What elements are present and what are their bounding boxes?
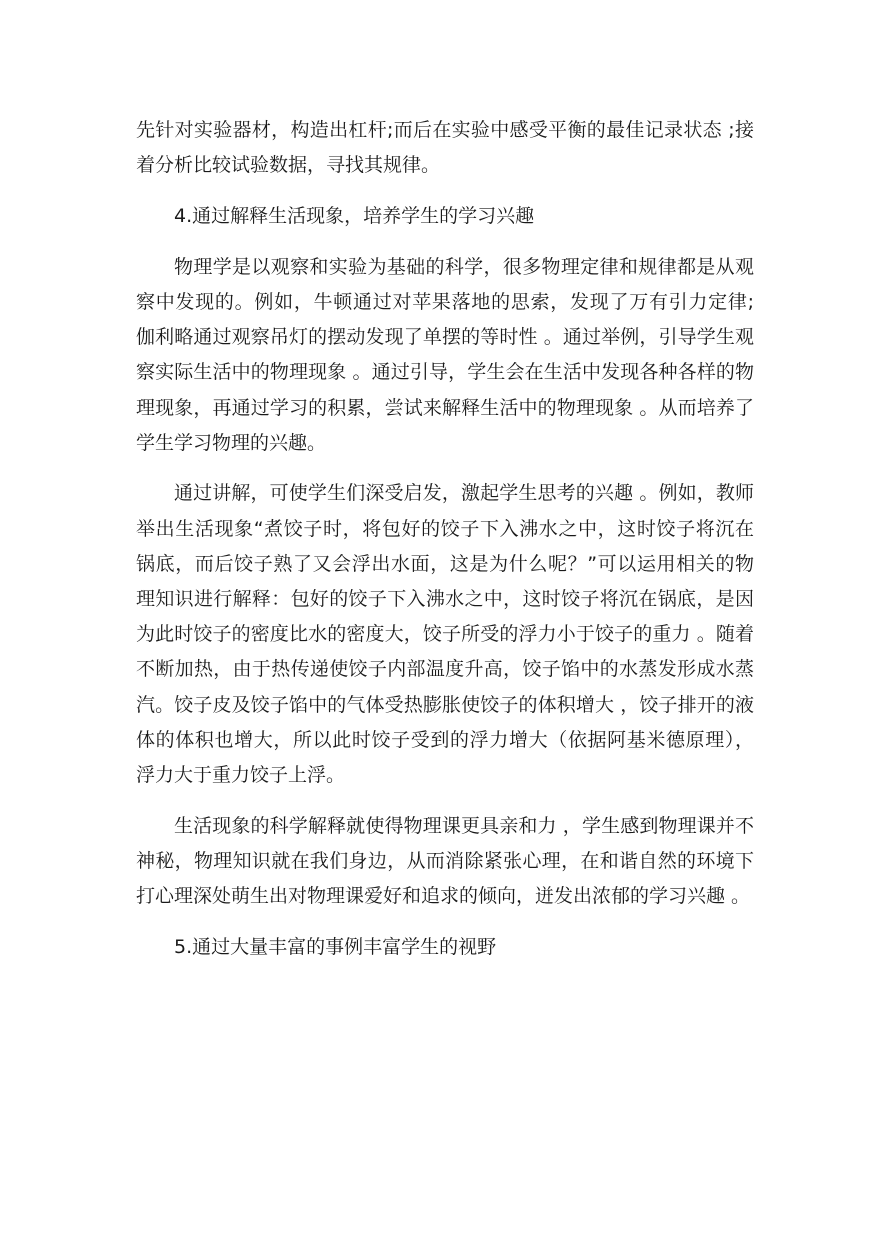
document-body xyxy=(136,113,754,965)
text-line: 理现象，再通过学习的积累，尝试来解释生活中的物理现象 。从而培养了 xyxy=(136,396,754,419)
text-line: 通过讲解，可使学生们深受启发，激起学生思考的兴趣 。例如，教师 xyxy=(174,482,754,505)
text-line: 伽利略通过观察吊灯的摆动发现了单摆的等时性 。通过举例，引导学生观 xyxy=(136,326,754,349)
text-line: 察中发现的。例如，牛顿通过对苹果落地的思索，发现了万有引力定律; xyxy=(136,290,754,313)
text-line: 举出生活现象“煮饺子时，将包好的饺子下入沸水之中，这时饺子将沉在 xyxy=(136,517,754,540)
text-line: 不断加热，由于热传递使饺子内部温度升高，饺子馅中的水蒸发形成水蒸 xyxy=(136,658,754,681)
text-line: 体的体积也增大，所以此时饺子受到的浮力增大（依据阿基米德原理）， xyxy=(136,728,754,751)
text-line: 锅底，而后饺子熟了又会浮出水面，这是为什么呢？”可以运用相关的物 xyxy=(136,552,754,575)
text-line: 着分析比较试验数据，寻找其规律。 xyxy=(136,154,441,177)
text-line: 物理学是以观察和实验为基础的科学，很多物理定律和规律都是从观 xyxy=(174,255,754,278)
text-line: 生活现象的科学解释就使得物理课更具亲和力 ，学生感到物理课并不 xyxy=(174,814,754,837)
text-line: 浮力大于重力饺子上浮。 xyxy=(136,763,346,786)
section-heading: 4.通过解释生活现象，培养学生的学习兴趣 xyxy=(174,204,535,227)
text-line: 理知识进行解释：包好的饺子下入沸水之中，这时饺子将沉在锅底，是因 xyxy=(136,588,754,611)
text-line: 汽。饺子皮及饺子馅中的气体受热膨胀使饺子的体积增大 ，饺子排开的液 xyxy=(136,693,754,716)
section-heading: 5.通过大量丰富的事例丰富学生的视野 xyxy=(174,935,497,958)
text-line: 先针对实验器材，构造出杠杆;而后在实验中感受平衡的最佳记录状态 ;接 xyxy=(136,119,754,141)
text-line: 为此时饺子的密度比水的密度大，饺子所受的浮力小于饺子的重力 。随着 xyxy=(136,623,754,646)
text-line: 学生学习物理的兴趣。 xyxy=(136,431,327,454)
text-line: 察实际生活中的物理现象 。通过引导，学生会在生活中发现各种各样的物 xyxy=(136,361,754,384)
text-line: 神秘，物理知识就在我们身边，从而消除紧张心理，在和谐自然的环境下 xyxy=(136,849,754,872)
text-line: 打心理深处萌生出对物理课爱好和追求的倾向，迸发出浓郁的学习兴趣 。 xyxy=(136,885,751,908)
